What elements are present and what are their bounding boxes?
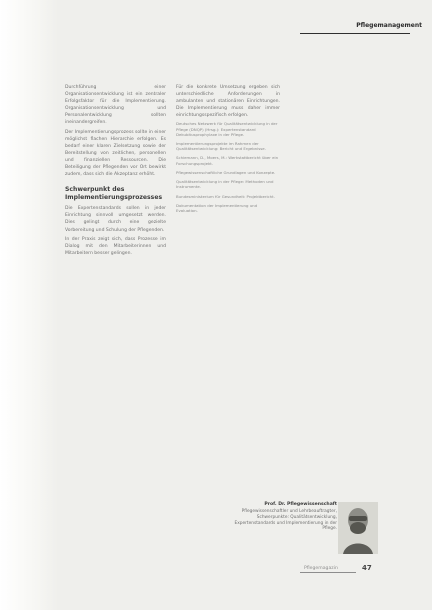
left-paragraph-4: In der Praxis zeigt sich, dass Prozesse im Dialog mit den Mitarbeiterinnen und Mitarbeitern besser gelingen. xyxy=(65,236,166,256)
author-photo xyxy=(338,502,378,554)
reference-item: Implementierungsprojekte im Rahmen der Qualitätsentwicklung: Bericht und Ergebnisse. xyxy=(176,141,266,152)
reference-item: Schiemann, D., Moers, M.: Werkstattbericht über ein Forschungsprojekt. xyxy=(176,155,279,166)
footer-rule xyxy=(300,572,356,573)
reference-item: Deutsches Netzwerk für Qualitätsentwicklung in der Pflege (DNQP) (Hrsg.): Expertenstandard Dekubitusprophylaxe in der Pflege. xyxy=(176,121,278,137)
reference-item: Pflegewissenschaftliche Grundlagen und Konzepte. xyxy=(176,169,276,175)
right-paragraph-1: Für die konkrete Umsetzung ergeben sich unterschiedliche Anforderungen in ambulanten und stationären Einrichtungen. Die Implementierung muss daher immer einrichtungsspezifisch erfolgen. xyxy=(176,85,280,119)
magazine-name: Pflegemagazin xyxy=(304,566,338,571)
section-heading: Schwerpunkt des Implementierungsprozesses xyxy=(65,186,163,201)
left-paragraph-3: Die Expertenstandards sollen in jeder Einrichtung sinnvoll umgesetzt werden. Dies gelingt durch eine gezielte Vorbereitung und Schulung der Pflegenden. xyxy=(65,206,166,233)
reference-item: Qualitätsentwicklung in der Pflege: Methoden und Instrumente. xyxy=(176,179,274,190)
header-rule xyxy=(300,33,410,34)
left-paragraph-1: Durchführung einer Organisationsentwicklung ist ein zentraler Erfolgsfaktor für die Implementierung. Organisationsentwicklung und Personalentwicklung sollten ineinandergreifen. xyxy=(65,85,166,126)
author-name: Prof. Dr. Pflegewissenschaft xyxy=(264,502,337,507)
author-text: Pflegewissenschaftler und Lehrbeauftragter, Schwerpunkte: Qualitätsentwicklung, Expertenstandards und Implementierung in der Pflege. xyxy=(234,509,337,532)
author-bio xyxy=(231,502,337,532)
page-number: 47 xyxy=(362,564,372,572)
left-paragraph-2: Der Implementierungsprozess sollte in einer möglichst flachen Hierarchie erfolgen. Es bedarf einer klaren Zielsetzung sowie der Bereitstellung von zeitlichen, personellen und finanziellen Ressourcen. Die Beteiligung der Pflegenden vor Ort bewirkt zudem, dass sich die Akzeptanz erhöht. xyxy=(65,129,166,178)
section-title: Pflegemanagement xyxy=(356,22,422,29)
reference-list xyxy=(176,121,280,213)
reference-item: Dokumentation der Implementierung und Evaluation. xyxy=(176,202,258,213)
reference-item: Bundesministerium für Gesundheit: Projektbericht. xyxy=(176,193,275,199)
right-column xyxy=(176,84,280,217)
left-column xyxy=(65,84,166,259)
